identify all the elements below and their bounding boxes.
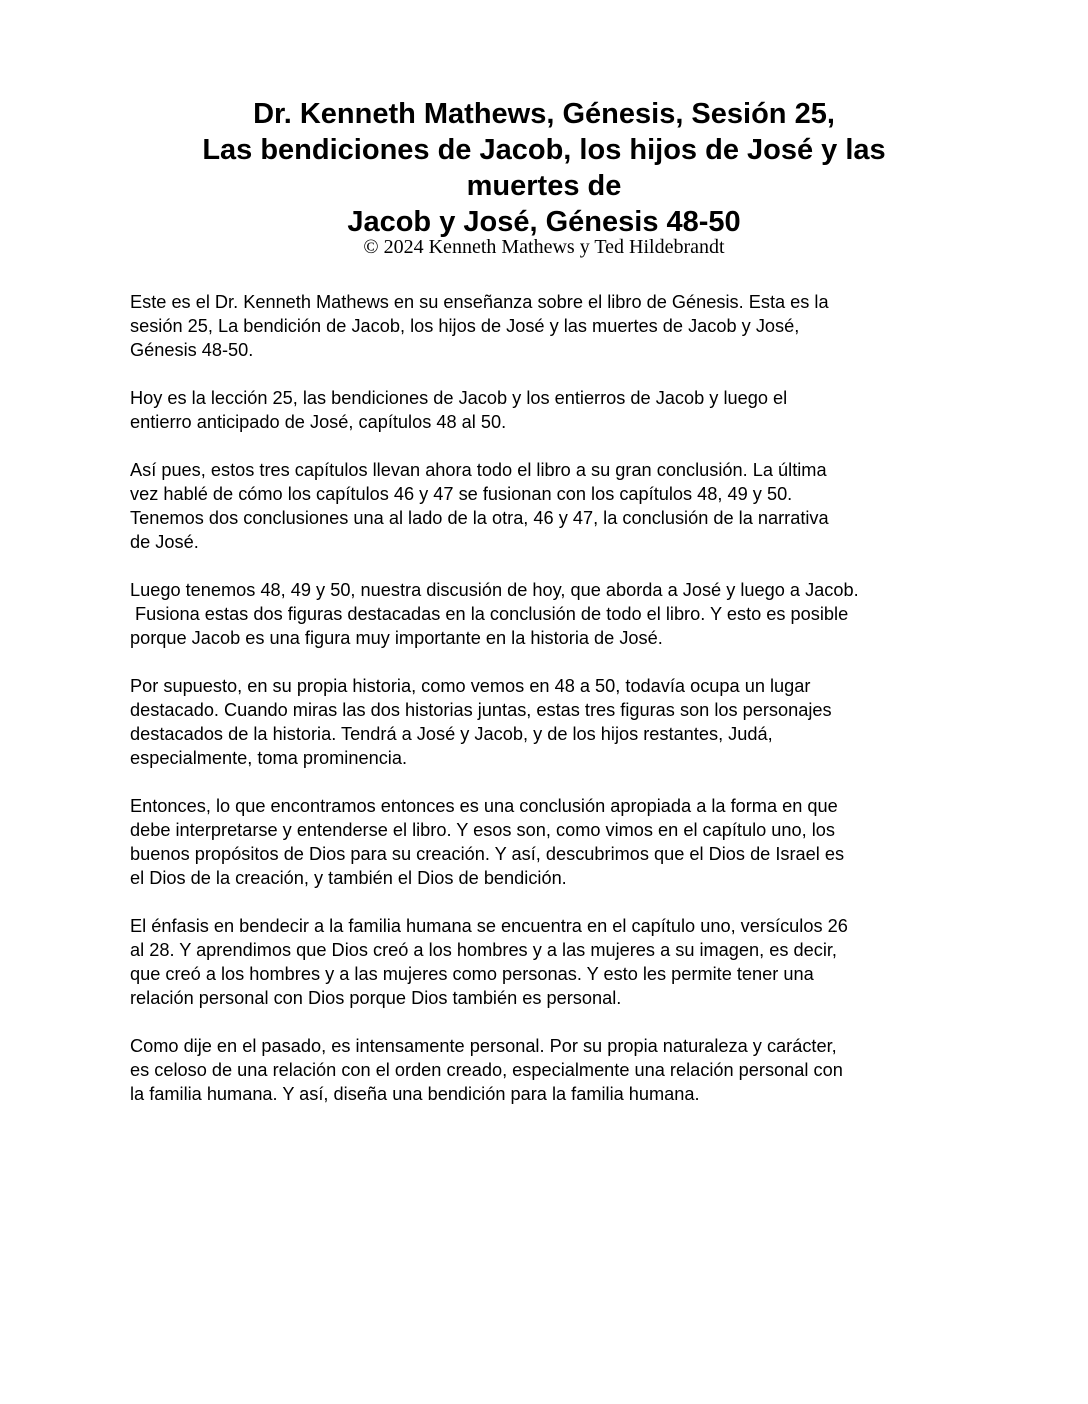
title-line-1: Dr. Kenneth Mathews, Génesis, Sesión 25, bbox=[253, 98, 835, 130]
paragraph-line: Entonces, lo que encontramos entonces es una conclusión apropiada a la forma en que bbox=[130, 796, 838, 816]
body-text bbox=[130, 290, 970, 1130]
paragraph-line: Génesis 48-50. bbox=[130, 340, 254, 360]
title-line-3: muertes de bbox=[466, 170, 622, 202]
title-line-2: Las bendiciones de Jacob, los hijos de José y las bbox=[202, 134, 886, 166]
paragraph-line: destacado. Cuando miras las dos historias juntas, estas tres figuras son los personajes bbox=[130, 700, 832, 720]
paragraph-line: la familia humana. Y así, diseña una bendición para la familia humana. bbox=[130, 1084, 700, 1104]
paragraph-line: entierro anticipado de José, capítulos 48 al 50. bbox=[130, 412, 507, 432]
paragraph-line: vez hablé de cómo los capítulos 46 y 47 se fusionan con los capítulos 48, 49 y 50. bbox=[130, 484, 793, 504]
paragraph-line: de José. bbox=[130, 532, 199, 552]
paragraph-line: especialmente, toma prominencia. bbox=[130, 748, 407, 768]
paragraph-7 bbox=[130, 914, 970, 1010]
paragraph-6 bbox=[130, 794, 970, 890]
paragraph-line: Así pues, estos tres capítulos llevan ahora todo el libro a su gran conclusión. La última bbox=[130, 460, 827, 480]
copyright-notice: © 2024 Kenneth Mathews y Ted Hildebrandt bbox=[363, 236, 725, 258]
paragraph-line: debe interpretarse y entenderse el libro. Y esos son, como vimos en el capítulo uno, los bbox=[130, 820, 836, 840]
paragraph-line: es celoso de una relación con el orden creado, especialmente una relación personal con bbox=[130, 1060, 843, 1080]
paragraph-2 bbox=[130, 386, 970, 434]
paragraph-line: sesión 25, La bendición de Jacob, los hijos de José y las muertes de Jacob y José, bbox=[130, 316, 800, 336]
paragraph-line: buenos propósitos de Dios para su creación. Y así, descubrimos que el Dios de Israel es bbox=[130, 844, 845, 864]
paragraph-5 bbox=[130, 674, 970, 770]
paragraph-1 bbox=[130, 290, 970, 362]
title-block bbox=[0, 96, 1088, 258]
paragraph-line: Hoy es la lección 25, las bendiciones de Jacob y los entierros de Jacob y luego el bbox=[130, 388, 788, 408]
paragraph-line: Este es el Dr. Kenneth Mathews en su enseñanza sobre el libro de Génesis. Esta es la bbox=[130, 292, 829, 312]
paragraph-line: porque Jacob es una figura muy importante en la historia de José. bbox=[130, 628, 663, 648]
paragraph-line: Como dije en el pasado, es intensamente personal. Por su propia naturaleza y carácter, bbox=[130, 1036, 837, 1056]
paragraph-line: El énfasis en bendecir a la familia humana se encuentra en el capítulo uno, versículos 26 bbox=[130, 916, 848, 936]
title-line-4: Jacob y José, Génesis 48-50 bbox=[347, 206, 741, 238]
paragraph-line: Luego tenemos 48, 49 y 50, nuestra discusión de hoy, que aborda a José y luego a Jacob. bbox=[130, 580, 859, 600]
paragraph-line: que creó a los hombres y a las mujeres como personas. Y esto les permite tener una bbox=[130, 964, 814, 984]
paragraph-line: relación personal con Dios porque Dios también es personal. bbox=[130, 988, 622, 1008]
paragraph-line: Fusiona estas dos figuras destacadas en la conclusión de todo el libro. Y esto es posible bbox=[130, 604, 849, 624]
paragraph-3 bbox=[130, 458, 970, 554]
paragraph-line: Por supuesto, en su propia historia, como vemos en 48 a 50, todavía ocupa un lugar bbox=[130, 676, 811, 696]
paragraph-line: el Dios de la creación, y también el Dios de bendición. bbox=[130, 868, 567, 888]
paragraph-line: Tenemos dos conclusiones una al lado de la otra, 46 y 47, la conclusión de la narrativa bbox=[130, 508, 829, 528]
paragraph-line: al 28. Y aprendimos que Dios creó a los hombres y a las mujeres a su imagen, es decir, bbox=[130, 940, 837, 960]
paragraph-8 bbox=[130, 1034, 970, 1106]
paragraph-4 bbox=[130, 578, 970, 650]
paragraph-line: destacados de la historia. Tendrá a José y Jacob, y de los hijos restantes, Judá, bbox=[130, 724, 773, 744]
